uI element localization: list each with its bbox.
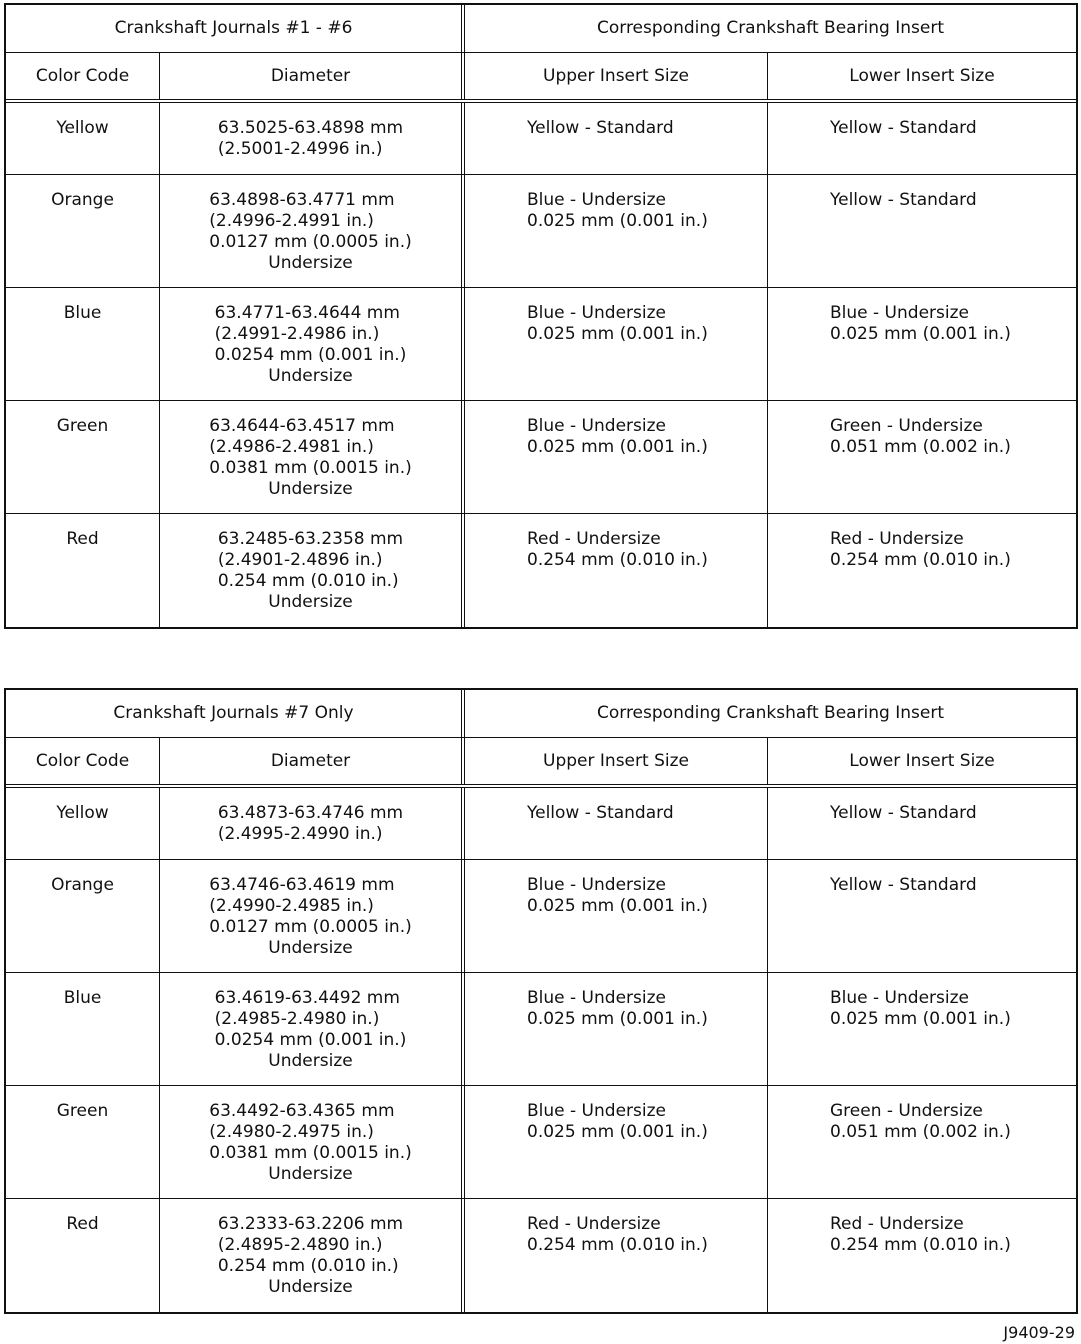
diameter-in: (2.4980-2.4975 in.) bbox=[209, 1122, 374, 1142]
table-row bbox=[6, 175, 1076, 288]
color-code: Orange bbox=[51, 875, 114, 895]
diameter-cell bbox=[159, 1086, 461, 1198]
upper-insert-size: 0.025 mm (0.001 in.) bbox=[527, 324, 708, 344]
diameter-mm: 63.4619-63.4492 mm bbox=[214, 988, 400, 1008]
lower-insert-cell bbox=[767, 973, 1076, 1085]
diameter-mm: 63.4492-63.4365 mm bbox=[209, 1101, 395, 1121]
color-code: Yellow bbox=[56, 118, 109, 138]
lower-insert-type: Yellow - Standard bbox=[830, 118, 977, 138]
lower-insert-cell bbox=[767, 103, 1076, 174]
diameter-cell bbox=[159, 103, 461, 174]
lower-insert-type: Green - Undersize bbox=[830, 416, 983, 436]
diameter-block bbox=[215, 303, 407, 387]
diameter-cell bbox=[159, 175, 461, 287]
table-row bbox=[6, 973, 1076, 1086]
journal-header: Crankshaft Journals #7 Only bbox=[113, 703, 354, 723]
table-row bbox=[6, 514, 1076, 627]
upper-insert-type: Yellow - Standard bbox=[527, 803, 674, 823]
diameter-cell bbox=[159, 788, 461, 859]
lower-insert-cell bbox=[767, 175, 1076, 287]
upper-insert-size: 0.254 mm (0.010 in.) bbox=[527, 1235, 708, 1255]
diameter-mm: 63.4771-63.4644 mm bbox=[214, 303, 400, 323]
color-code: Blue bbox=[63, 988, 102, 1008]
diameter-cell bbox=[159, 860, 461, 972]
diameter-block bbox=[209, 190, 411, 274]
table-row bbox=[6, 788, 1076, 860]
table-row bbox=[6, 288, 1076, 401]
diameter-block bbox=[218, 1214, 403, 1298]
undersize-label: Undersize bbox=[268, 253, 353, 273]
upper-insert-type: Blue - Undersize bbox=[527, 1101, 666, 1121]
lower-insert-size: 0.025 mm (0.001 in.) bbox=[830, 324, 1011, 344]
lower-insert-type: Blue - Undersize bbox=[830, 303, 969, 323]
table-header-row bbox=[6, 690, 1076, 738]
diameter-in: (2.4901-2.4896 in.) bbox=[217, 550, 383, 570]
upper-insert-type: Red - Undersize bbox=[527, 1214, 661, 1234]
table-row bbox=[6, 860, 1076, 973]
col-upper-insert: Upper Insert Size bbox=[461, 738, 767, 784]
upper-insert-cell bbox=[461, 175, 767, 287]
diameter-in: (2.4995-2.4990 in.) bbox=[217, 824, 383, 844]
undersize-value: 0.0381 mm (0.0015 in.) bbox=[209, 1143, 412, 1163]
diameter-in: (2.4985-2.4980 in.) bbox=[214, 1009, 380, 1029]
lower-insert-type: Yellow - Standard bbox=[830, 875, 977, 895]
diameter-mm: 63.4644-63.4517 mm bbox=[209, 416, 395, 436]
table-row bbox=[6, 1199, 1076, 1312]
lower-insert-size: 0.051 mm (0.002 in.) bbox=[830, 1122, 1011, 1142]
bearing-table bbox=[4, 3, 1078, 629]
diameter-in: (2.4990-2.4985 in.) bbox=[209, 896, 374, 916]
lower-insert-size: 0.254 mm (0.010 in.) bbox=[830, 550, 1011, 570]
upper-insert-cell bbox=[461, 788, 767, 859]
lower-insert-size: 0.051 mm (0.002 in.) bbox=[830, 437, 1011, 457]
col-color-code: Color Code bbox=[35, 65, 130, 86]
diameter-block bbox=[218, 803, 403, 845]
col-lower-insert: Lower Insert Size bbox=[767, 53, 1076, 99]
lower-insert-type: Yellow - Standard bbox=[830, 803, 977, 823]
undersize-label: Undersize bbox=[268, 938, 353, 958]
undersize-label: Undersize bbox=[268, 1051, 353, 1071]
upper-insert-cell bbox=[461, 103, 767, 174]
undersize-value: 0.0127 mm (0.0005 in.) bbox=[209, 917, 412, 937]
upper-insert-cell bbox=[461, 973, 767, 1085]
upper-insert-type: Blue - Undersize bbox=[527, 416, 666, 436]
color-code: Red bbox=[66, 1214, 99, 1234]
lower-insert-cell bbox=[767, 1199, 1076, 1312]
lower-insert-cell bbox=[767, 514, 1076, 627]
upper-insert-size: 0.025 mm (0.001 in.) bbox=[527, 1122, 708, 1142]
undersize-label: Undersize bbox=[268, 366, 353, 386]
color-code: Orange bbox=[51, 190, 114, 210]
diameter-block bbox=[209, 416, 411, 500]
lower-insert-type: Blue - Undersize bbox=[830, 988, 969, 1008]
diameter-in: (2.4895-2.4890 in.) bbox=[217, 1235, 383, 1255]
col-diameter: Diameter bbox=[159, 53, 461, 99]
table-row bbox=[6, 1086, 1076, 1199]
lower-insert-type: Red - Undersize bbox=[830, 1214, 964, 1234]
upper-insert-size: 0.025 mm (0.001 in.) bbox=[527, 437, 708, 457]
color-code: Yellow bbox=[56, 803, 109, 823]
diameter-mm: 63.5025-63.4898 mm bbox=[217, 118, 404, 138]
diameter-in: (2.5001-2.4996 in.) bbox=[217, 139, 383, 159]
color-code: Green bbox=[56, 1101, 109, 1121]
color-code: Red bbox=[66, 529, 99, 549]
upper-insert-cell bbox=[461, 401, 767, 513]
diameter-cell bbox=[159, 401, 461, 513]
upper-insert-type: Blue - Undersize bbox=[527, 303, 666, 323]
col-upper-insert: Upper Insert Size bbox=[461, 53, 767, 99]
undersize-label: Undersize bbox=[268, 479, 353, 499]
undersize-label: Undersize bbox=[268, 592, 353, 612]
upper-insert-type: Blue - Undersize bbox=[527, 988, 666, 1008]
lower-insert-type: Green - Undersize bbox=[830, 1101, 983, 1121]
column-header-row bbox=[6, 738, 1076, 788]
upper-insert-cell bbox=[461, 1086, 767, 1198]
color-code: Blue bbox=[63, 303, 102, 323]
diameter-cell bbox=[159, 514, 461, 627]
diameter-block bbox=[218, 118, 403, 160]
diameter-in: (2.4996-2.4991 in.) bbox=[209, 211, 374, 231]
table-row bbox=[6, 103, 1076, 175]
lower-insert-type: Red - Undersize bbox=[830, 529, 964, 549]
diameter-in: (2.4986-2.4981 in.) bbox=[209, 437, 374, 457]
lower-insert-cell bbox=[767, 288, 1076, 400]
upper-insert-type: Blue - Undersize bbox=[527, 190, 666, 210]
diameter-mm: 63.4746-63.4619 mm bbox=[209, 875, 395, 895]
lower-insert-cell bbox=[767, 788, 1076, 859]
table-row bbox=[6, 401, 1076, 514]
upper-insert-cell bbox=[461, 514, 767, 627]
bearing-table bbox=[4, 688, 1078, 1314]
table-header-row bbox=[6, 5, 1076, 53]
upper-insert-type: Red - Undersize bbox=[527, 529, 661, 549]
color-code: Green bbox=[56, 416, 109, 436]
diameter-block bbox=[218, 529, 403, 613]
diameter-mm: 63.2333-63.2206 mm bbox=[217, 1214, 404, 1234]
journal-header: Crankshaft Journals #1 - #6 bbox=[114, 18, 353, 38]
undersize-value: 0.0127 mm (0.0005 in.) bbox=[209, 232, 412, 252]
upper-insert-size: 0.025 mm (0.001 in.) bbox=[527, 896, 708, 916]
upper-insert-cell bbox=[461, 288, 767, 400]
lower-insert-cell bbox=[767, 1086, 1076, 1198]
upper-insert-type: Yellow - Standard bbox=[527, 118, 674, 138]
diameter-mm: 63.2485-63.2358 mm bbox=[217, 529, 404, 549]
lower-insert-size: 0.254 mm (0.010 in.) bbox=[830, 1235, 1011, 1255]
lower-insert-cell bbox=[767, 401, 1076, 513]
upper-insert-type: Blue - Undersize bbox=[527, 875, 666, 895]
diameter-block bbox=[209, 1101, 411, 1185]
undersize-value: 0.254 mm (0.010 in.) bbox=[217, 1256, 399, 1276]
undersize-value: 0.254 mm (0.010 in.) bbox=[217, 571, 399, 591]
undersize-value: 0.0254 mm (0.001 in.) bbox=[214, 1030, 407, 1050]
diameter-block bbox=[209, 875, 411, 959]
upper-insert-size: 0.025 mm (0.001 in.) bbox=[527, 211, 708, 231]
diameter-block bbox=[215, 988, 407, 1072]
column-header-row bbox=[6, 53, 1076, 103]
diameter-mm: 63.4873-63.4746 mm bbox=[217, 803, 404, 823]
col-color-code: Color Code bbox=[35, 750, 130, 771]
lower-insert-type: Yellow - Standard bbox=[830, 190, 977, 210]
figure-id: J9409-29 bbox=[1003, 1323, 1075, 1342]
diameter-mm: 63.4898-63.4771 mm bbox=[209, 190, 395, 210]
undersize-value: 0.0254 mm (0.001 in.) bbox=[214, 345, 407, 365]
col-lower-insert: Lower Insert Size bbox=[767, 738, 1076, 784]
upper-insert-size: 0.254 mm (0.010 in.) bbox=[527, 550, 708, 570]
diameter-cell bbox=[159, 288, 461, 400]
upper-insert-cell bbox=[461, 860, 767, 972]
insert-header: Corresponding Crankshaft Bearing Insert bbox=[461, 690, 1076, 737]
col-diameter: Diameter bbox=[159, 738, 461, 784]
diameter-in: (2.4991-2.4986 in.) bbox=[214, 324, 380, 344]
diameter-cell bbox=[159, 973, 461, 1085]
lower-insert-cell bbox=[767, 860, 1076, 972]
upper-insert-size: 0.025 mm (0.001 in.) bbox=[527, 1009, 708, 1029]
diameter-cell bbox=[159, 1199, 461, 1312]
undersize-label: Undersize bbox=[268, 1164, 353, 1184]
undersize-label: Undersize bbox=[268, 1277, 353, 1297]
upper-insert-cell bbox=[461, 1199, 767, 1312]
insert-header: Corresponding Crankshaft Bearing Insert bbox=[461, 5, 1076, 52]
lower-insert-size: 0.025 mm (0.001 in.) bbox=[830, 1009, 1011, 1029]
undersize-value: 0.0381 mm (0.0015 in.) bbox=[209, 458, 412, 478]
